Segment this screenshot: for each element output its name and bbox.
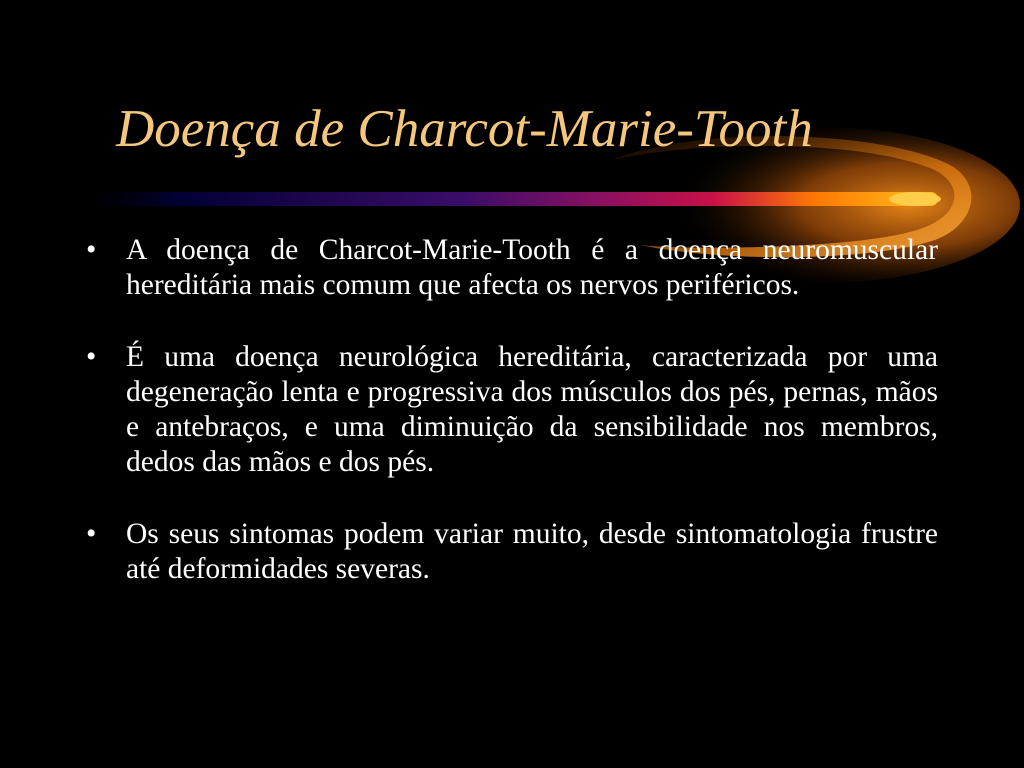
slide-title: Doença de Charcot-Marie-Tooth [116,100,813,158]
bullet-text: A doença de Charcot-Marie-Tooth é a doença neuromuscular hereditária mais comum que afecta os nervos periféricos. [126,234,938,301]
bullet-icon: • [86,518,97,550]
title-underline-stripe [70,192,938,206]
bullet-icon: • [86,341,97,373]
bullet-text: É uma doença neurológica hereditária, caracterizada por uma degeneração lenta e progressiva dos músculos dos pés, pernas, mãos e antebraços, e uma diminuição da sensibilidade nos membros, dedos das mãos e dos pés. [126,341,938,478]
bullet-item [86,340,938,480]
bullet-item [86,517,938,587]
bullet-list [86,233,938,624]
stripe-highlight [889,192,941,206]
bullet-icon: • [86,234,97,266]
bullet-text: Os seus sintomas podem variar muito, desde sintomatologia frustre até deformidades severas. [126,518,938,585]
bullet-item [86,233,938,303]
